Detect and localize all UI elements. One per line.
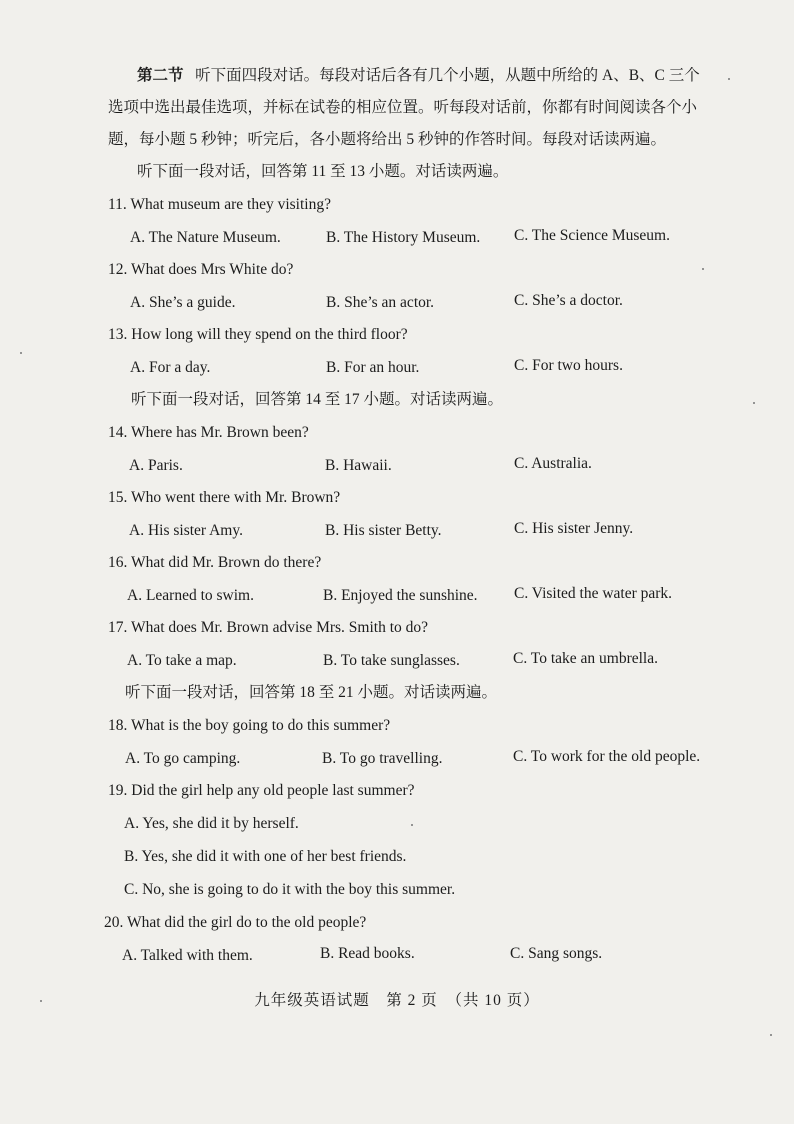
question-16-option-c: C. Visited the water park. xyxy=(514,585,673,602)
dialogue-intro-1: 听下面一段对话，回答第 11 至 13 小题。对话读两遍。 xyxy=(137,163,509,180)
question-17-option-a: A. To take a map. xyxy=(127,652,237,669)
scan-speck xyxy=(728,78,730,80)
question-12-option-b: B. She’s an actor. xyxy=(326,294,435,311)
question-15-option-c: C. His sister Jenny. xyxy=(514,520,634,537)
question-14: 14. Where has Mr. Brown been? xyxy=(108,424,309,441)
question-13: 13. How long will they spend on the third floor? xyxy=(108,326,408,343)
question-15-option-b: B. His sister Betty. xyxy=(325,522,442,539)
section-title: 第二节 xyxy=(137,67,184,84)
question-14-option-c: C. Australia. xyxy=(514,455,592,472)
question-14-option-b: B. Hawaii. xyxy=(325,457,392,474)
question-15-option-a: A. His sister Amy. xyxy=(129,522,243,539)
question-20-option-a: A. Talked with them. xyxy=(122,947,253,964)
question-11-option-c: C. The Science Museum. xyxy=(514,227,670,244)
question-13-option-a: A. For a day. xyxy=(130,359,211,376)
question-17: 17. What does Mr. Brown advise Mrs. Smith to do? xyxy=(108,619,429,636)
scan-speck xyxy=(753,402,755,404)
question-11-option-a: A. The Nature Museum. xyxy=(130,229,281,246)
scan-speck xyxy=(20,352,22,354)
question-20-option-c: C. Sang songs. xyxy=(510,945,603,962)
page-footer: 九年级英语试题 第 2 页 （共 10 页） xyxy=(254,992,540,1009)
question-17-option-c: C. To take an umbrella. xyxy=(513,650,658,667)
instructions-1: 听下面四段对话。每段对话后各有几个小题，从题中所给的 A、B、C 三个 xyxy=(195,67,700,84)
question-20: 20. What did the girl do to the old people? xyxy=(104,914,367,931)
question-19-option-c: C. No, she is going to do it with the boy this summer. xyxy=(124,881,456,898)
question-18-option-c: C. To work for the old people. xyxy=(513,748,701,765)
question-19: 19. Did the girl help any old people last summer? xyxy=(108,782,415,799)
question-14-option-a: A. Paris. xyxy=(129,457,183,474)
question-18-option-b: B. To go travelling. xyxy=(322,750,443,767)
question-13-option-c: C. For two hours. xyxy=(514,357,623,374)
question-19-option-a: A. Yes, she did it by herself. xyxy=(124,815,299,832)
question-17-option-b: B. To take sunglasses. xyxy=(323,652,460,669)
question-12-option-c: C. She’s a doctor. xyxy=(514,292,623,309)
instructions-2: 选项中选出最佳选项，并标在试卷的相应位置。听每段对话前，你都有时间阅读各个小 xyxy=(108,99,698,116)
question-16: 16. What did Mr. Brown do there? xyxy=(108,554,322,571)
question-12-option-a: A. She’s a guide. xyxy=(130,294,236,311)
instructions-3: 题，每小题 5 秒钟；听完后，各小题将给出 5 秒钟的作答时间。每段对话读两遍。 xyxy=(108,131,667,148)
question-11: 11. What museum are they visiting? xyxy=(108,196,331,213)
question-15: 15. Who went there with Mr. Brown? xyxy=(108,489,341,506)
dialogue-intro-2: 听下面一段对话，回答第 14 至 17 小题。对话读两遍。 xyxy=(131,391,504,408)
question-20-option-b: B. Read books. xyxy=(320,945,415,962)
scan-speck xyxy=(411,824,413,826)
question-16-option-b: B. Enjoyed the sunshine. xyxy=(323,587,478,604)
question-18: 18. What is the boy going to do this summer? xyxy=(108,717,391,734)
question-19-option-b: B. Yes, she did it with one of her best friends. xyxy=(124,848,407,865)
question-13-option-b: B. For an hour. xyxy=(326,359,420,376)
question-12: 12. What does Mrs White do? xyxy=(108,261,294,278)
scan-speck xyxy=(770,1034,772,1036)
question-11-option-b: B. The History Museum. xyxy=(326,229,481,246)
question-18-option-a: A. To go camping. xyxy=(125,750,241,767)
dialogue-intro-3: 听下面一段对话，回答第 18 至 21 小题。对话读两遍。 xyxy=(125,684,498,701)
question-16-option-a: A. Learned to swim. xyxy=(127,587,254,604)
scan-speck xyxy=(40,1000,42,1002)
section-intro-line-1 xyxy=(137,66,700,86)
scan-speck xyxy=(702,268,704,270)
